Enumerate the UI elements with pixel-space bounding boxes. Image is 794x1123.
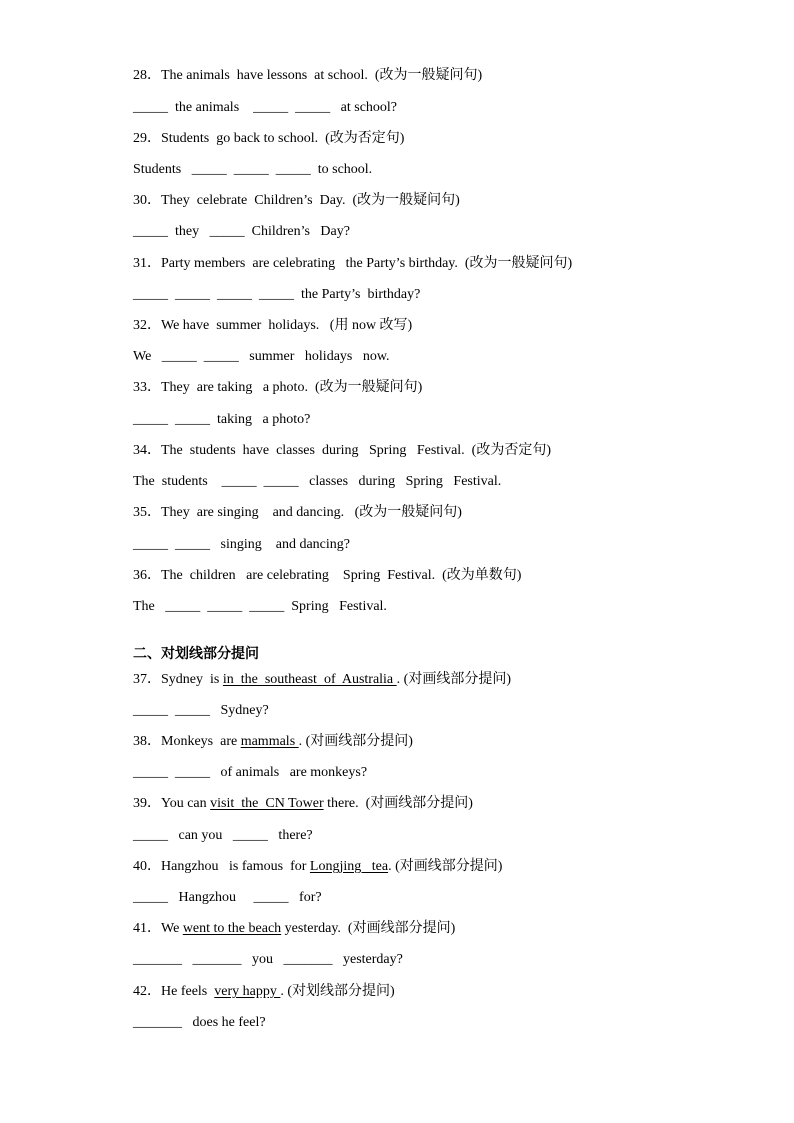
answer-30: _____ they _____ Children’s Day?	[133, 224, 350, 239]
question-instruction: yesterday. (对画线部分提问)	[281, 921, 456, 936]
question-32: 32．We have summer holidays. (用 now 改写)	[133, 318, 413, 333]
question-36: 36．The children are celebrating Spring Festival. (改为单数句)	[133, 568, 522, 583]
question-instruction: there. (对画线部分提问)	[323, 796, 473, 811]
question-28: 28．The animals have lessons at school. (改为一般疑问句)	[133, 68, 483, 83]
question-41	[133, 919, 455, 939]
question-text: You can	[161, 796, 211, 811]
answer-31: _____ _____ _____ _____ the Party’s birthday?	[133, 287, 421, 302]
question-instruction: . (对画线部分提问)	[388, 859, 503, 874]
question-30: 30．They celebrate Children’s Day. (改为一般疑问句)	[133, 193, 460, 208]
answer-36: The _____ _____ _____ Spring Festival.	[133, 599, 387, 614]
answer-33: _____ _____ taking a photo?	[133, 412, 311, 427]
answer-37: _____ _____ Sydney?	[133, 703, 269, 718]
question-35: 35．They are singing and dancing. (改为一般疑问句)	[133, 505, 462, 520]
question-34: 34．The students have classes during Spring Festival. (改为否定句)	[133, 443, 552, 458]
underlined-phrase: in the southeast of Australia	[222, 672, 397, 687]
underlined-phrase: Longjing tea	[309, 859, 389, 874]
answer-39: _____ can you _____ there?	[133, 828, 313, 843]
question-text: Hangzhou is famous for	[161, 859, 310, 874]
answer-38: _____ _____ of animals are monkeys?	[133, 765, 368, 780]
question-text: Monkeys are	[161, 734, 241, 749]
underlined-phrase: very happy	[214, 984, 281, 999]
question-number: 41．	[133, 921, 161, 936]
answer-28: _____ the animals _____ _____ at school?	[133, 100, 398, 115]
question-38	[133, 732, 413, 752]
question-31: 31．Party members are celebrating the Party’s birthday. (改为一般疑问句)	[133, 256, 573, 271]
answer-34: The students _____ _____ classes during Spring Festival.	[133, 474, 502, 489]
question-number: 39．	[133, 796, 161, 811]
question-instruction: . (对画线部分提问)	[298, 734, 413, 749]
underlined-phrase: mammals	[240, 734, 299, 749]
underlined-phrase: went to the beach	[182, 921, 282, 936]
answer-32: We _____ _____ summer holidays now.	[133, 349, 390, 364]
answer-35: _____ _____ singing and dancing?	[133, 537, 350, 552]
question-40	[133, 857, 502, 877]
answer-42: _______ does he feel?	[133, 1015, 266, 1030]
question-instruction: . (对画线部分提问)	[396, 672, 511, 687]
question-text: He feels	[161, 984, 215, 999]
question-text: We	[161, 921, 183, 936]
underlined-phrase: visit the CN Tower	[210, 796, 324, 811]
question-number: 37．	[133, 672, 161, 687]
question-instruction: . (对划线部分提问)	[280, 984, 395, 999]
question-29: 29．Students go back to school. (改为否定句)	[133, 131, 405, 146]
answer-40: _____ Hangzhou _____ for?	[133, 890, 322, 905]
question-37	[133, 670, 511, 690]
answer-41: _______ _______ you _______ yesterday?	[133, 952, 403, 967]
question-number: 40．	[133, 859, 161, 874]
question-42	[133, 982, 395, 1002]
question-number: 38．	[133, 734, 161, 749]
question-number: 42．	[133, 984, 161, 999]
answer-29: Students _____ _____ _____ to school.	[133, 162, 373, 177]
question-39	[133, 794, 473, 814]
question-text: Sydney is	[161, 672, 223, 687]
section-heading: 二、对划线部分提问	[133, 646, 259, 662]
question-33: 33．They are taking a photo. (改为一般疑问句)	[133, 380, 423, 395]
